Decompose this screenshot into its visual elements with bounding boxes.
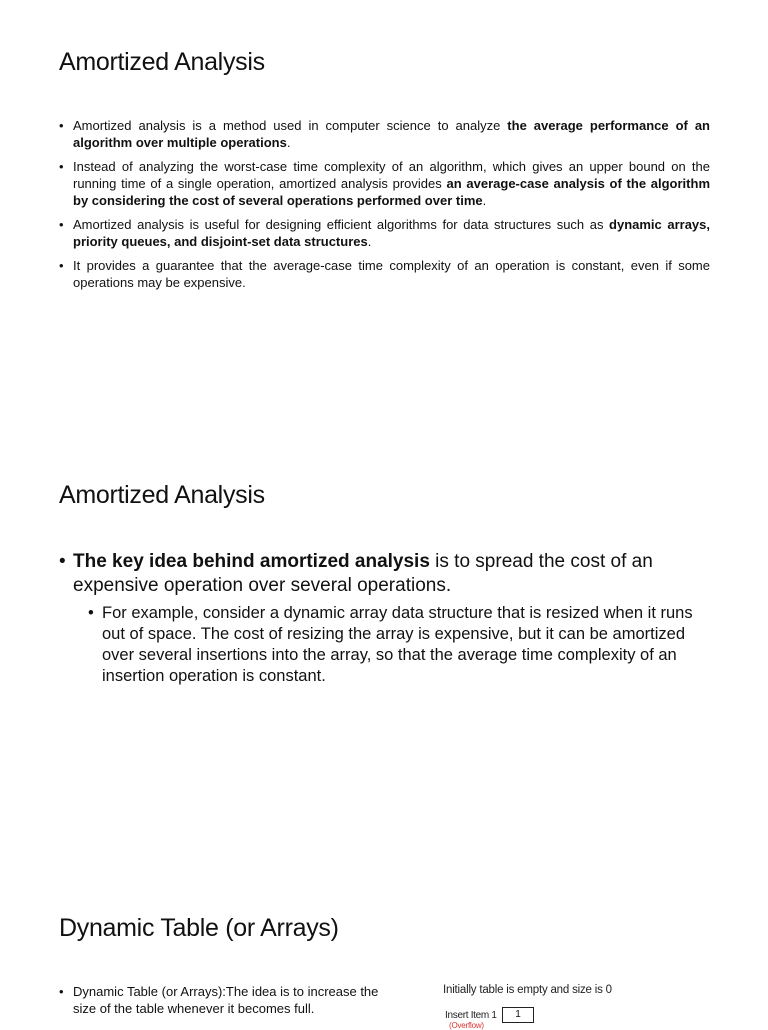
table-cell: 1: [502, 1007, 534, 1023]
bullet-item: • Dynamic Table (or Arrays):The idea is to increase the size of the table whenever it becomes full.: [59, 983, 389, 1017]
bullet-item: • Instead of analyzing the worst-case time complexity of an algorithm, which gives an upper bound on the running time of a single operation, amortized analysis provides an average-case analysis of the algorithm by considering the cost of several operations performed over time.: [59, 158, 710, 209]
slide-title: Amortized Analysis: [59, 48, 265, 76]
bullet-item: • The key idea behind amortized analysis is to spread the cost of an expensive operation over several operations.: [59, 550, 699, 598]
slide-title: Dynamic Table (or Arrays): [59, 914, 339, 942]
sub-bullet-item: • For example, consider a dynamic array data structure that is resized when it runs out of space. The cost of resizing the array is expensive, but it can be amortized over several insertions into the array, so that the average time complexity of an insertion operation is constant.: [88, 603, 699, 687]
bullet-list: [59, 983, 389, 1024]
insert-row: [443, 1004, 743, 1030]
insert-label: Insert Item 1: [445, 1010, 497, 1021]
dynamic-table-diagram: [443, 984, 743, 1030]
diagram-caption: Initially table is empty and size is 0: [443, 984, 612, 996]
bullet-item: • Amortized analysis is useful for designing efficient algorithms for data structures such as dynamic arrays, priority queues, and disjoint-set data structures.: [59, 216, 710, 250]
overflow-note: (Overflow): [449, 1021, 484, 1030]
bullet-item: • Amortized analysis is a method used in computer science to analyze the average performance of an algorithm over multiple operations.: [59, 117, 710, 151]
bullet-item: • It provides a guarantee that the average-case time complexity of an operation is constant, even if some operations may be expensive.: [59, 257, 710, 291]
slide-title: Amortized Analysis: [59, 481, 265, 509]
